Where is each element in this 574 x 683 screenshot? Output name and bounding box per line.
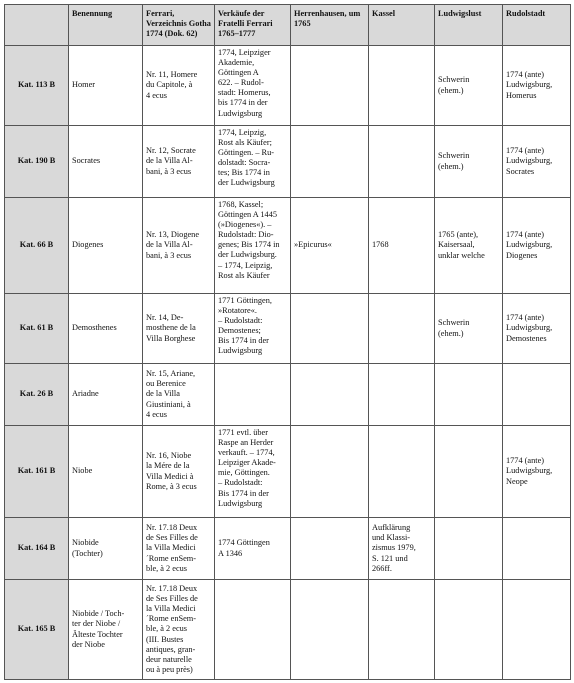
header-cell-ludwigslust: Ludwigslust — [435, 5, 503, 46]
benennung-cell: Homer — [69, 46, 143, 126]
ludwigslust-cell — [435, 580, 503, 680]
gotha-cell: Nr. 16, Niobe la Mére de la Villa Medici à Rome, à 3 ecus — [143, 426, 215, 518]
kassel-cell — [369, 126, 435, 198]
catalog-table — [4, 4, 571, 680]
sales-cell: 1774, Leipzig, Rost als Käufer; Göttingen. – Ru- dolstadt: Socra- tes; Bis 1774 in der Ludwigsburg — [215, 126, 291, 198]
ludwigslust-cell: Schwerin (ehem.) — [435, 46, 503, 126]
kassel-cell: Aufklärung und Klassi- zismus 1979, S. 121 und 266ff. — [369, 518, 435, 580]
kat-cell: Kat. 165 B — [5, 580, 69, 680]
gotha-cell: Nr. 17.18 Deux de Ses Filles de la Villa Medici ´Rome enSem- ble, à 2 ecus (III. Bustes antiques, gran- deur naturelle ou à peu près) — [143, 580, 215, 680]
ludwigslust-cell: 1765 (ante), Kaisersaal, unklar welche — [435, 198, 503, 294]
benennung-cell: Niobide / Toch- ter der Niobe / Älteste Tochter der Niobe — [69, 580, 143, 680]
kassel-cell: 1768 — [369, 198, 435, 294]
sales-cell: 1774 Göttingen A 1346 — [215, 518, 291, 580]
herrenhausen-cell — [291, 294, 369, 364]
benennung-cell: Ariadne — [69, 364, 143, 426]
rudolstadt-cell: 1774 (ante) Ludwigsburg, Diogenes — [503, 198, 571, 294]
rudolstadt-cell: 1774 (ante) Ludwigsburg, Socrates — [503, 126, 571, 198]
herrenhausen-cell — [291, 518, 369, 580]
benennung-cell: Socrates — [69, 126, 143, 198]
sales-cell: 1768, Kassel; Göttingen A 1445 (»Diogenes«). – Rudolstadt: Dio- genes; Bis 1774 in der Ludwigsburg. – 1774, Leipzig, Rost als Käufer — [215, 198, 291, 294]
ludwigslust-cell — [435, 364, 503, 426]
kassel-cell — [369, 294, 435, 364]
kat-cell: Kat. 164 B — [5, 518, 69, 580]
benennung-cell: Niobe — [69, 426, 143, 518]
kassel-cell — [369, 426, 435, 518]
header-cell-blank — [5, 5, 69, 46]
rudolstadt-cell — [503, 364, 571, 426]
rudolstadt-cell: 1774 (ante) Ludwigsburg, Homerus — [503, 46, 571, 126]
herrenhausen-cell — [291, 364, 369, 426]
rudolstadt-cell: 1774 (ante) Ludwigsburg, Neope — [503, 426, 571, 518]
gotha-cell: Nr. 17.18 Deux de Ses Filles de la Villa Medici ´Rome enSem- ble, à 2 ecus — [143, 518, 215, 580]
sales-cell — [215, 364, 291, 426]
rudolstadt-cell — [503, 580, 571, 680]
header-cell-kassel: Kassel — [369, 5, 435, 46]
sales-cell: 1771 Göttingen, »Rotatore«. – Rudolstadt: Demostenes; Bis 1774 in der Ludwigsburg — [215, 294, 291, 364]
kassel-cell — [369, 46, 435, 126]
rudolstadt-cell: 1774 (ante) Ludwigsburg, Demostenes — [503, 294, 571, 364]
gotha-cell: Nr. 11, Homere du Capitole, à 4 ecus — [143, 46, 215, 126]
kat-cell: Kat. 113 B — [5, 46, 69, 126]
sales-cell: 1771 evtl. über Raspe an Herder verkauft. – 1774, Leipziger Akade- mie, Göttingen. – Rudolstadt: Bis 1774 in der Ludwigsburg — [215, 426, 291, 518]
herrenhausen-cell — [291, 426, 369, 518]
kat-cell: Kat. 66 B — [5, 198, 69, 294]
header-cell-sales: Verkäufe der Fratelli Ferrari 1765–1777 — [215, 5, 291, 46]
gotha-cell: Nr. 14, De- mosthene de la Villa Borghese — [143, 294, 215, 364]
herrenhausen-cell: »Epicurus« — [291, 198, 369, 294]
ludwigslust-cell — [435, 518, 503, 580]
gotha-cell: Nr. 15, Ariane, ou Berenice de la Villa Giustiniani, à 4 ecus — [143, 364, 215, 426]
kat-cell: Kat. 26 B — [5, 364, 69, 426]
header-cell-rudolstadt: Rudolstadt — [503, 5, 571, 46]
header-cell-benennung: Benennung — [69, 5, 143, 46]
table-row — [5, 294, 571, 364]
header-cell-gotha: Ferrari, Verzeichnis Gotha 1774 (Dok. 62) — [143, 5, 215, 46]
benennung-cell: Demosthenes — [69, 294, 143, 364]
table-row — [5, 46, 571, 126]
table-row — [5, 518, 571, 580]
ludwigslust-cell — [435, 426, 503, 518]
table-row — [5, 198, 571, 294]
kassel-cell — [369, 580, 435, 680]
table-row — [5, 364, 571, 426]
herrenhausen-cell — [291, 126, 369, 198]
ludwigslust-cell: Schwerin (ehem.) — [435, 126, 503, 198]
herrenhausen-cell — [291, 580, 369, 680]
gotha-cell: Nr. 13, Diogene de la Villa Al- bani, à 3 ecus — [143, 198, 215, 294]
header-cell-herrenhausen: Herrenhausen, um 1765 — [291, 5, 369, 46]
sales-cell — [215, 580, 291, 680]
kat-cell: Kat. 190 B — [5, 126, 69, 198]
benennung-cell: Diogenes — [69, 198, 143, 294]
kat-cell: Kat. 161 B — [5, 426, 69, 518]
rudolstadt-cell — [503, 518, 571, 580]
table-row — [5, 426, 571, 518]
kassel-cell — [369, 364, 435, 426]
ludwigslust-cell: Schwerin (ehem.) — [435, 294, 503, 364]
table-row — [5, 580, 571, 680]
kat-cell: Kat. 61 B — [5, 294, 69, 364]
sales-cell: 1774, Leipziger Akademie, Göttingen A 622. – Rudol- stadt: Homerus, bis 1774 in der Ludwigsburg — [215, 46, 291, 126]
herrenhausen-cell — [291, 46, 369, 126]
table-row — [5, 126, 571, 198]
benennung-cell: Niobide (Tochter) — [69, 518, 143, 580]
gotha-cell: Nr. 12, Socrate de la Villa Al- bani, à 3 ecus — [143, 126, 215, 198]
header-row — [5, 5, 571, 46]
